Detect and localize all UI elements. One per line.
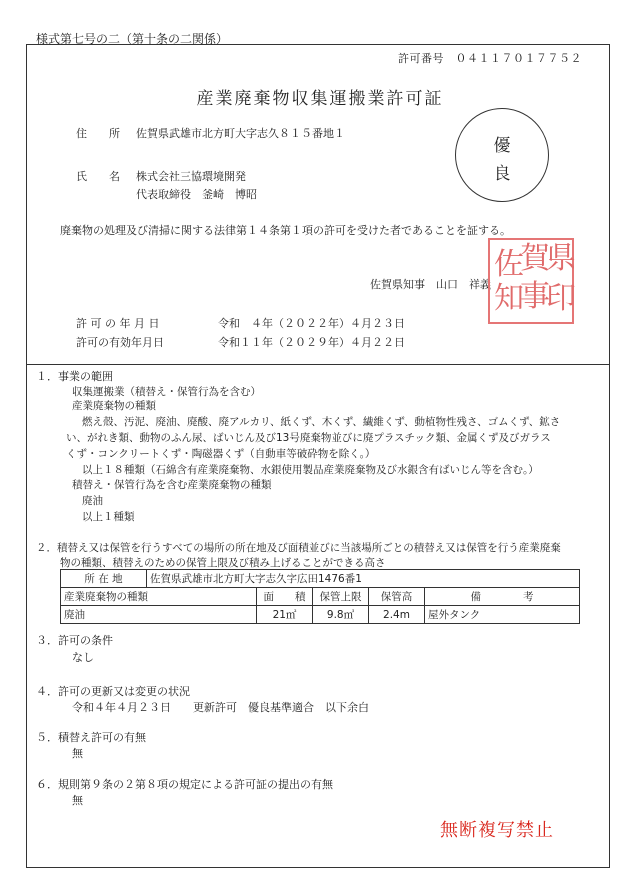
seal-char: 県: [546, 241, 576, 276]
section-2-heading-cont: 物の種類、積替えのための保管上限及び積み上げることができる高さ: [60, 557, 386, 569]
section-6-body: 無: [72, 794, 83, 807]
valid-date: 令和１１年（２０２９年）４月２２日: [218, 336, 405, 349]
waste-types-line: くず・コンクリートくず・陶磁器くず（自動車等破砕物を除く。）: [66, 448, 376, 460]
section-6-heading: ６．規則第９条の２第８項の規定による許可証の提出の有無: [36, 778, 333, 791]
section-2-heading: ２．積替え又は保管を行うすべての場所の所在地及び面積並びに当該場所ごとの積替え又は保管を行う産業廃棄: [36, 542, 561, 554]
waste-types-heading: 産業廃棄物の種類: [72, 400, 156, 412]
storage-count: 以上１種類: [82, 511, 135, 523]
table-header-row: [61, 588, 580, 606]
seal-char: 佐: [494, 247, 524, 282]
table-row: [61, 570, 580, 588]
rating-char-bottom: 良: [493, 164, 511, 184]
holder-address: 佐賀県武雄市北方町大字志久８１５番地１: [136, 127, 345, 140]
holder-company: 株式会社三協環境開発: [136, 170, 246, 183]
column-header: 備 考: [425, 588, 580, 606]
copy-prohibited-notice: 無断複写禁止: [440, 820, 554, 841]
table-cell: 21㎡: [257, 606, 313, 624]
official-seal: [488, 238, 574, 324]
seal-char: 事: [520, 279, 550, 314]
section-5-body: 無: [72, 747, 83, 760]
section-3-body: なし: [72, 651, 94, 664]
permit-number: 許可番号 ０４１１７０１７７５２: [398, 52, 582, 65]
rating-char-top: 優: [493, 136, 511, 156]
valid-date-label: 許可の有効年月日: [76, 336, 164, 349]
rating-circle: [455, 108, 549, 202]
issued-date: 令和 ４年（２０２２年）４月２３日: [218, 317, 405, 330]
table-cell: 廃油: [61, 606, 257, 624]
section-5-heading: ５．積替え許可の有無: [36, 731, 146, 744]
storage-site-table: [60, 569, 580, 624]
section-4-body: 令和４年４月２３日 更新許可 優良基準適合 以下余白: [72, 701, 369, 714]
section-1-heading: １．事業の範囲: [36, 370, 113, 383]
section-4-heading: ４．許可の更新又は変更の状況: [36, 685, 190, 698]
form-label: 様式第七号の二（第十条の二関係）: [36, 32, 229, 46]
address-label: 住 所: [76, 127, 120, 140]
table-cell: 屋外タンク: [425, 606, 580, 624]
storage-type: 廃油: [82, 495, 103, 507]
holder-representative: 代表取締役 釜崎 博昭: [136, 188, 257, 201]
location-value: 佐賀県武雄市北方町大字志久字広田1476番1: [147, 570, 580, 588]
waste-types-count: 以上１８種類（石綿含有産業廃棄物、水銀使用製品産業廃棄物及び水銀含有ばいじん等を含む。）: [82, 464, 539, 476]
certification-text: 廃棄物の処理及び清掃に関する法律第１４条第１項の許可を受けた者であることを証する。: [60, 224, 511, 237]
storage-types-heading: 積替え・保管行為を含む産業廃棄物の種類: [72, 479, 272, 491]
section-divider: [26, 364, 610, 365]
column-header: 保管上限: [313, 588, 369, 606]
table-row: [61, 606, 580, 624]
waste-types-line: い、がれき類、動物のふん尿、ばいじん及び13号廃棄物並びに廃プラスチック類、金属くず及びガラス: [66, 432, 551, 444]
certificate-title: 産業廃棄物収集運搬業許可証: [196, 89, 444, 109]
column-header: 面 積: [257, 588, 313, 606]
issued-date-label: 許 可 の 年 月 日: [76, 317, 160, 330]
issuer-name: 佐賀県知事 山口 祥義: [370, 278, 491, 291]
column-header: 保管高: [369, 588, 425, 606]
seal-char: 知: [494, 281, 524, 316]
seal-char: 賀: [520, 241, 550, 276]
business-type: 収集運搬業（積替え・保管行為を含む）: [72, 386, 261, 398]
location-label: 所 在 地: [61, 570, 147, 588]
waste-types-line: 燃え殻、汚泥、廃油、廃酸、廃アルカリ、紙くず、木くず、繊維くず、動植物性残さ、ゴムくず、鉱さ: [82, 416, 561, 428]
seal-char: 印: [546, 281, 576, 316]
name-label: 氏 名: [76, 170, 120, 183]
table-cell: 9.8㎥: [313, 606, 369, 624]
table-cell: 2.4m: [369, 606, 425, 624]
section-3-heading: ３．許可の条件: [36, 634, 113, 647]
column-header: 産業廃棄物の種類: [61, 588, 257, 606]
